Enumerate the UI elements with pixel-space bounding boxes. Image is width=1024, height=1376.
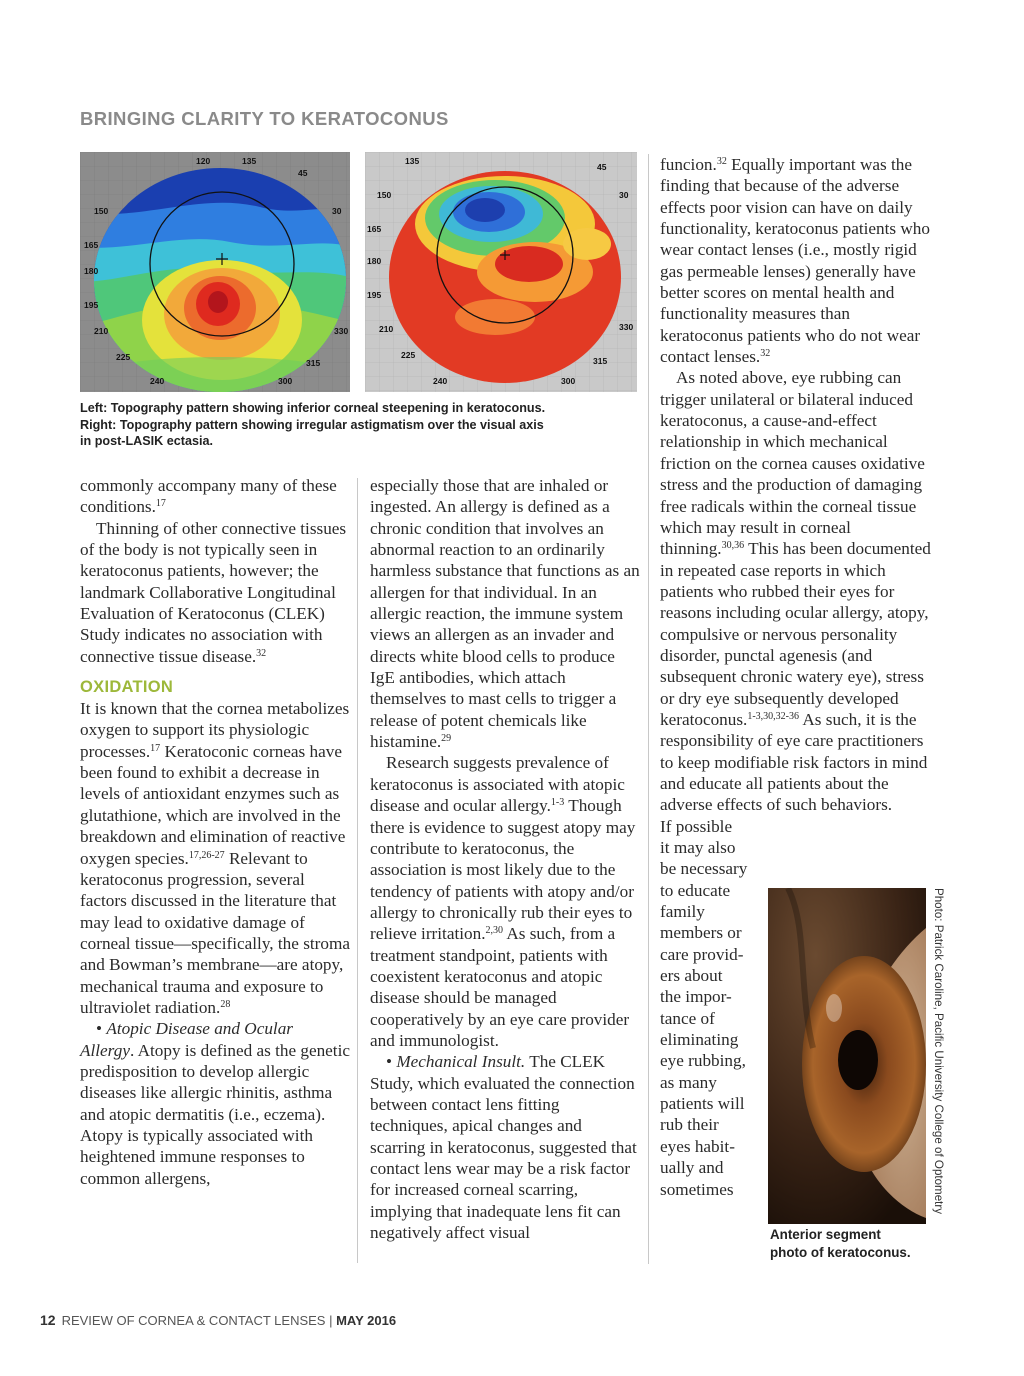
paragraph: • Atopic Disease and Ocular Allergy. Atopy is defined as the genetic predisposition to develop allergic diseases like allergic rhinitis, asthma and atopic dermatitis (i.e., eczema). Atopy is typically associated with heightened immune responses to common allergens, — [80, 1019, 350, 1188]
angle-label: 45 — [298, 168, 308, 178]
angle-label: 150 — [377, 190, 392, 200]
anterior-segment-photo — [768, 888, 926, 1224]
paragraph: It is known that the cornea metabolizes oxygen to support its physiologic processes.$^{17}$ Keratoconic corneas have been found to exhibit a decrease in levels of antioxidant enzymes such as glutathione, which are involved in the breakdown and elimination of reactive oxygen species.$^{17,26-27}$ Relevant to keratoconus progression, several factors discussed in the literature that may lead to oxidative damage of corneal tissue—specifically, the stroma and Bowman’s membrane—are atopy, mechanical trauma and exposure to ultraviolet radiation.$^{28}$ — [80, 699, 350, 1017]
angle-label: 300 — [278, 376, 293, 386]
left-topography-map — [80, 152, 350, 392]
column-1 — [80, 475, 350, 1189]
issue-date: MAY 2016 — [336, 1313, 397, 1328]
angle-label: 225 — [116, 352, 131, 362]
paragraph: Thinning of other connective tissues of the body is not typically seen in keratoconus patients, however; the landmark Collaborative Longitudinal Evaluation of Keratoconus (CLEK) Study indicates no association with connective tissue disease.$^{32}$ — [80, 518, 347, 666]
publication-name: REVIEW OF CORNEA & CONTACT LENSES — [61, 1313, 326, 1328]
angle-label: 195 — [367, 290, 382, 300]
angle-label: 120 — [196, 156, 211, 166]
topography-figure — [80, 152, 637, 392]
angle-label: 180 — [367, 256, 382, 266]
angle-label: 240 — [150, 376, 165, 386]
figure-caption: Left: Topography pattern showing inferior corneal steepening in keratoconus. Right: Topography pattern showing irregular astigmatism over the visual axis in post-LASIK ectasia. — [80, 401, 546, 448]
angle-label: 225 — [401, 350, 416, 360]
angle-label: 150 — [94, 206, 109, 216]
angle-label: 330 — [619, 322, 634, 332]
paragraph: • Mechanical Insult. The CLEK Study, which evaluated the connection between contact lens fitting techniques, apical changes and scarring in keratoconus, suggested that contact lens wear may be a risk factor for increased corneal scarring, implying that inadequate lens fit can negatively affect visual — [370, 1052, 637, 1243]
angle-label: 195 — [84, 300, 99, 310]
column-2 — [370, 475, 640, 1243]
angle-label: 210 — [94, 326, 109, 336]
paragraph: funcion.$^{32}$ Equally important was the finding that because of the adverse effects poor vision can have on daily functionality, keratoconus patients who wear contact lenses (i.e., mostly rigid gas permeable lenses) generally have better scores on mental health and functionality measures than keratoconus patients who do not wear contact lenses.$^{32}$ — [660, 155, 930, 367]
paragraph: As noted above, eye rubbing can trigger unilateral or bilateral induced keratoconus, a cause-and-effect relationship in which mechanical friction on the cornea causes oxidative stress and the production of damaging free radicals within the corneal tissue which may result in corneal thinning.$^{30,36}$ This has been documented in repeated case reports in which patients who rubbed their eyes for reasons including ocular allergy, atopy, compulsive or nervous personality disorder, punctal agenesis (and subsequent chronic watery eye), stress or dry eye subsequently developed keratoconus.$^{1-3,30,32-36}$ As such, it is the responsibility of eye care practitioners to keep modifiable risk factors in mind and educate all patients about the adverse effects of such behaviors. — [660, 368, 931, 815]
photo-credit: Photo: Patrick Caroline, Pacific University College of Optometry — [932, 888, 945, 1215]
page-number: 12 — [40, 1312, 56, 1328]
wrapped-text-beside-photo: If possible it may also be necessary to educate family members or care provid- ers about the impor- tance of eliminating eye rubbing, as many patients will rub their eyes habit- ually and sometimes — [660, 816, 748, 1199]
angle-label: 315 — [593, 356, 608, 366]
paragraph: especially those that are inhaled or ingested. An allergy is defined as a chronic condition that involves an abnormal reaction to an ordinarily harmless substance that functions as an allergen for that individual. In an allergic reaction, the immune system views an allergen as an invader and directs white blood cells to produce IgE antibodies, which attach themselves to mast cells to trigger a release of potent chemicals like histamine.$^{29}$ — [370, 476, 640, 752]
angle-label: 30 — [619, 190, 629, 200]
angle-label: 135 — [405, 156, 420, 166]
column-divider — [648, 154, 649, 1264]
angle-label: 330 — [334, 326, 349, 336]
section-heading: OXIDATION — [80, 678, 174, 697]
angle-label: 300 — [561, 376, 576, 386]
paragraph: Research suggests prevalence of keratoconus is associated with atopic disease and ocular allergy.$^{1-3}$ Though there is evidence to suggest atopy may contribute to keratoconus, the association is most likely due to the tendency of patients with atopy and/or allergy to chronically rub their eyes to relieve irritation.$^{2,30}$ As such, from a treatment standpoint, patients with coexistent keratoconus and atopic disease should be managed cooperatively by an eye care provider and immunologist. — [370, 753, 636, 1050]
photo-caption: Anterior segment photo of keratoconus. — [770, 1227, 911, 1260]
angle-label: 315 — [306, 358, 321, 368]
angle-label: 165 — [84, 240, 99, 250]
angle-label: 240 — [433, 376, 448, 386]
column-divider — [357, 478, 358, 1263]
page-footer: 12 REVIEW OF CORNEA & CONTACT LENSES | MAY 2016 — [40, 1312, 397, 1328]
angle-label: 165 — [367, 224, 382, 234]
running-head: BRINGING CLARITY TO KERATOCONUS — [80, 108, 449, 129]
angle-label: 30 — [332, 206, 342, 216]
right-topography-map — [365, 152, 637, 392]
paragraph: commonly accompany many of these conditions.$^{17}$ — [80, 476, 337, 517]
angle-label: 180 — [84, 266, 99, 276]
angle-label: 210 — [379, 324, 394, 334]
angle-label: 45 — [597, 162, 607, 172]
angle-label: 135 — [242, 156, 257, 166]
